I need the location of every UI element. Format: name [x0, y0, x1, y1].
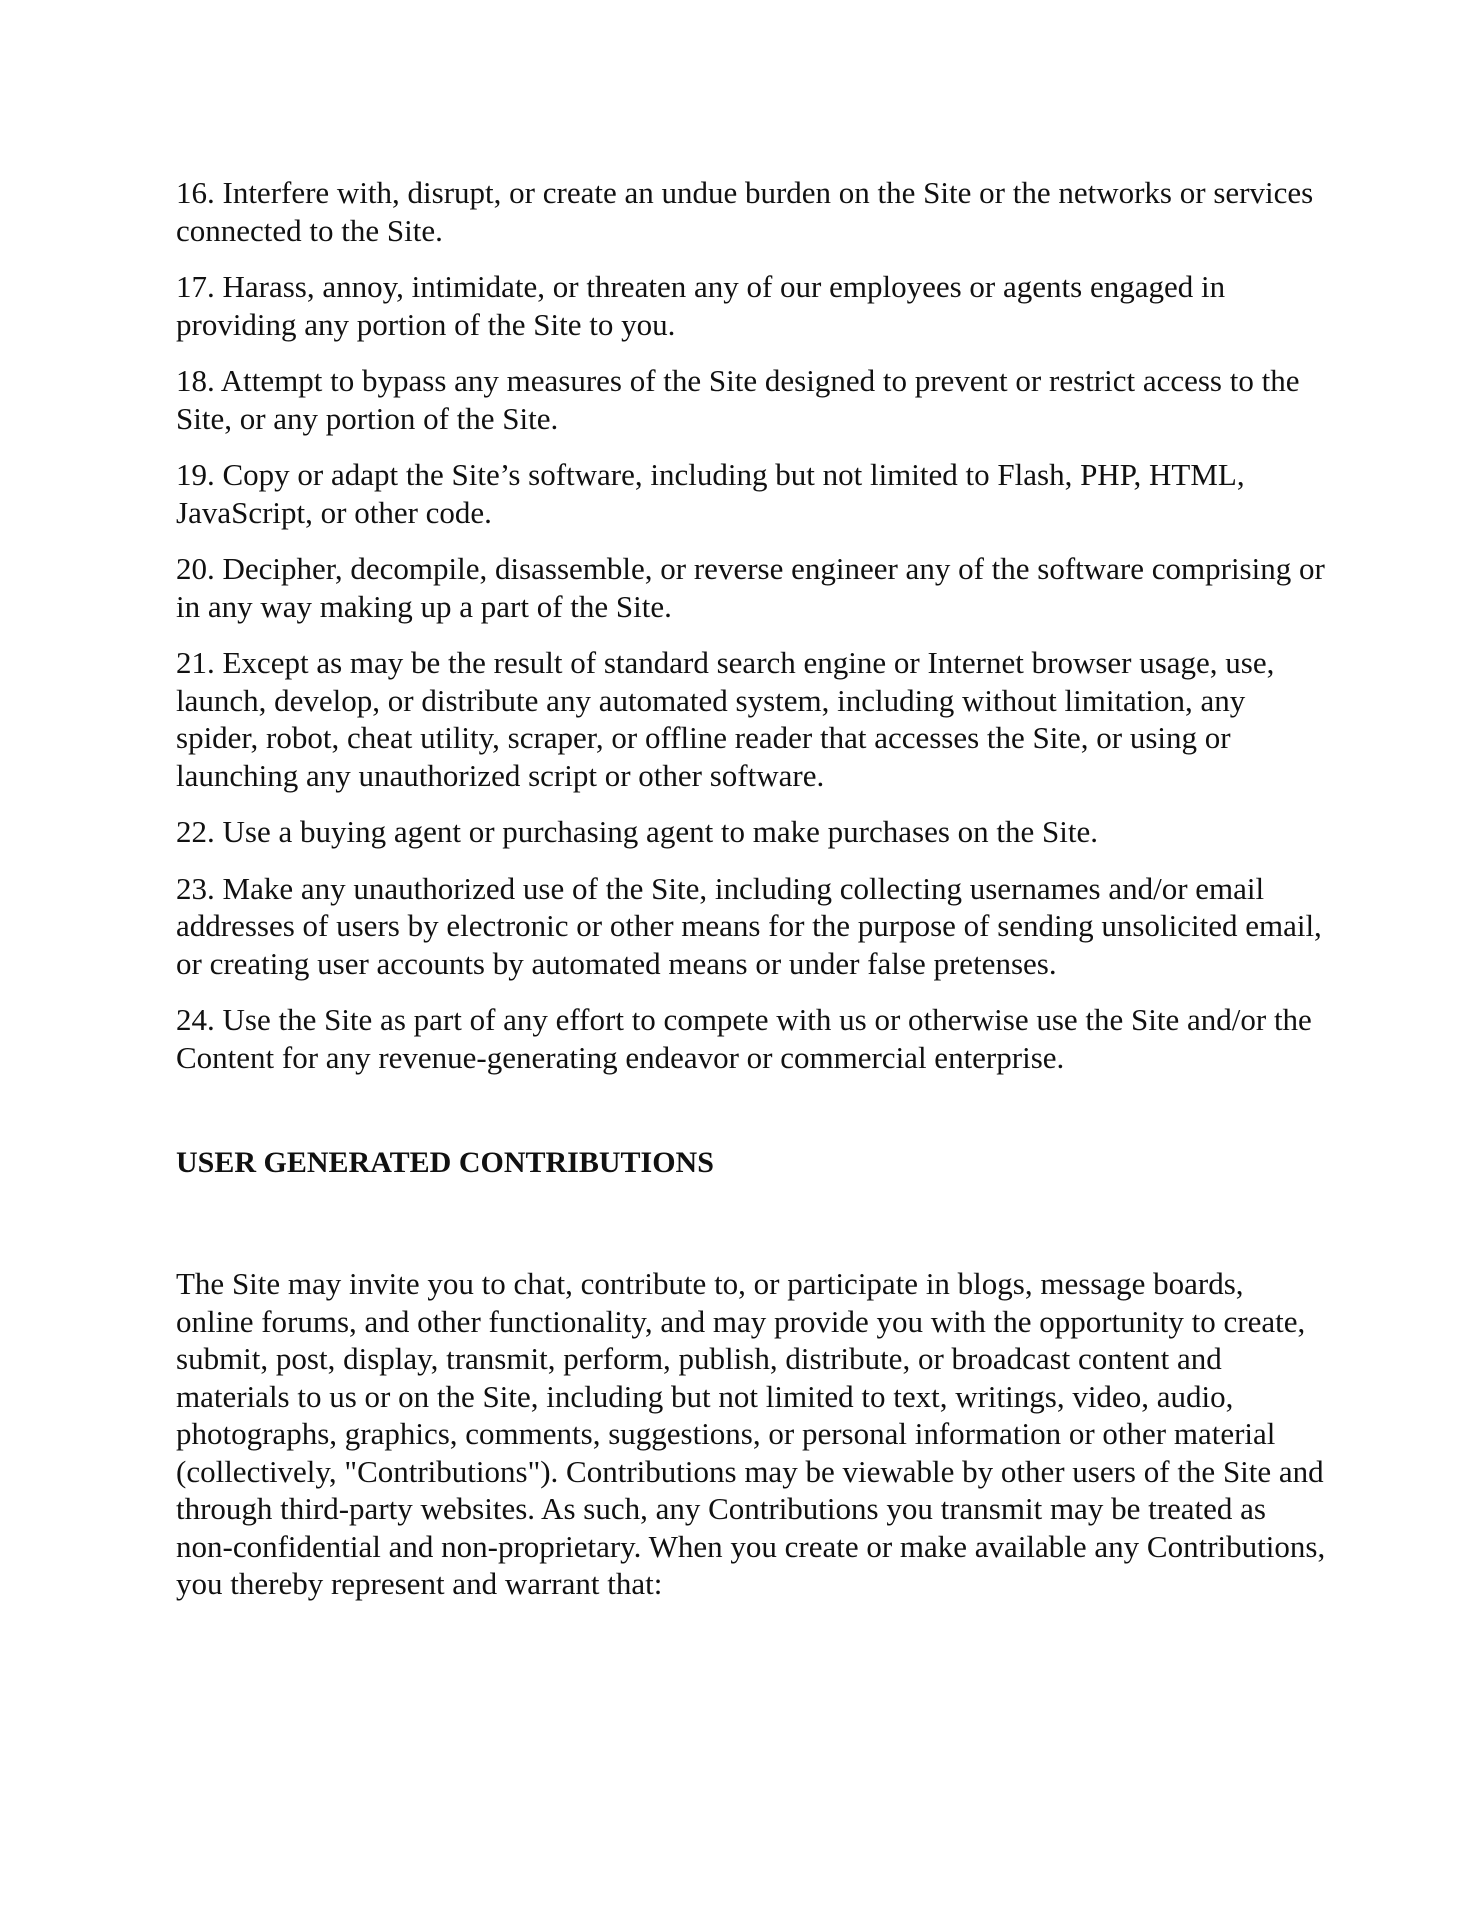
- document-page: [176, 174, 1326, 1603]
- section-heading: USER GENERATED CONTRIBUTIONS: [176, 1146, 714, 1179]
- list-item-16: 16. Interfere with, disrupt, or create an undue burden on the Site or the networks or services connected to the Site.: [176, 175, 1314, 248]
- section-paragraph: The Site may invite you to chat, contribute to, or participate in blogs, message boards, online forums, and other functionality, and may provide you with the opportunity to create, submit, post, display, transmit, perform, publish, distribute, or broadcast content and materials to us or on the Site, including but not limited to text, writings, video, audio, photographs, graphics, comments, suggestions, or personal information or other material (collectively, "Contributions"). Contributions may be viewable by other users of the Site and through third-party websites. As such, any Contributions you transmit may be treated as non-confidential and non-proprietary. When you create or make available any Contributions, you thereby represent and warrant that:: [176, 1266, 1326, 1601]
- list-item-21: 21. Except as may be the result of standard search engine or Internet browser usage, use, launch, develop, or distribute any automated system, including without limitation, any spider, robot, cheat utility, scraper, or offline reader that accesses the Site, or using or launching any unauthorized script or other software.: [176, 645, 1275, 793]
- list-item-23: 23. Make any unauthorized use of the Site, including collecting usernames and/or email addresses of users by electronic or other means for the purpose of sending unsolicited email, or creating user accounts by automated means or under false pretenses.: [176, 870, 1322, 981]
- list-item-19: 19. Copy or adapt the Site’s software, including but not limited to Flash, PHP, HTML, JavaScript, or other code.: [176, 457, 1245, 530]
- list-item-20: 20. Decipher, decompile, disassemble, or reverse engineer any of the software comprising or in any way making up a part of the Site.: [176, 551, 1325, 624]
- list-item-22: 22. Use a buying agent or purchasing agent to make purchases on the Site.: [176, 814, 1099, 849]
- list-item-17: 17. Harass, annoy, intimidate, or threaten any of our employees or agents engaged in providing any portion of the Site to you.: [176, 269, 1226, 342]
- list-item-18: 18. Attempt to bypass any measures of the Site designed to prevent or restrict access to the Site, or any portion of the Site.: [176, 363, 1300, 436]
- list-item-24: 24. Use the Site as part of any effort to compete with us or otherwise use the Site and/or the Content for any revenue-generating endeavor or commercial enterprise.: [176, 1002, 1312, 1075]
